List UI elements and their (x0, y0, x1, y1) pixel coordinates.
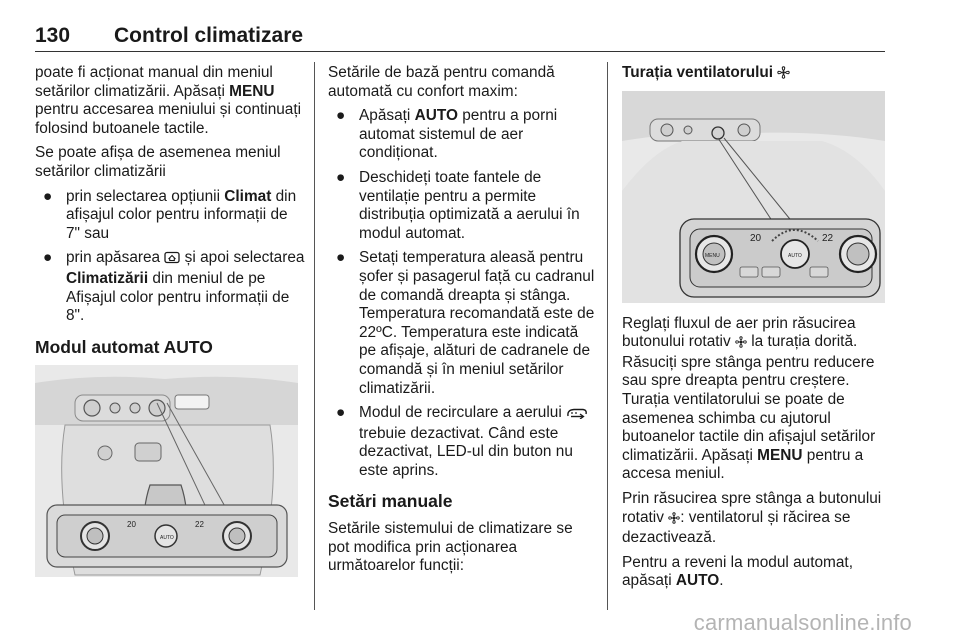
display-temperature-right: 22 (195, 520, 204, 530)
list-item: ● Deschideți toate fantele de ventilație pentru a permite distribuția optimizată a aerului în modul automat. (336, 168, 580, 242)
column-divider (607, 62, 608, 610)
section-heading: Modul automat AUTO (35, 336, 213, 357)
paragraph: Reglați fluxul de aer prin răsucirea butonului rotativ la turația dorită. Răsuciți spre stânga pentru reducere sau spre dreapta pentru creștere. Turația ventilatorului se poate de asemenea schimba cu ajutorul butoanelor tactile din afișajul setărilor climatizării. Apăsați MENU pentru a accesa meniul. (622, 314, 876, 483)
list-item: ● Apăsați AUTO pentru a porni automat sistemul de aer condiționat. (336, 107, 558, 162)
auto-button-label: AUTO (788, 252, 802, 259)
menu-button-label: MENU (705, 252, 720, 259)
column-3 (622, 64, 890, 597)
page-header (35, 22, 885, 52)
paragraph: Se poate afișa de asemenea meniul setărilor climatizării (35, 144, 281, 180)
recirculation-icon (566, 406, 588, 425)
list-item: ● prin apăsarea și apoi selectarea Climatizării din meniul de pe Afișajul color pentru informații de 8". (43, 249, 305, 325)
figure-dashboard-console (35, 365, 298, 577)
display-temperature-left: 20 (750, 232, 762, 244)
display-temperature-right: 22 (822, 232, 834, 244)
paragraph: poate fi acționat manual din meniul setărilor climatizării. Apăsați MENU pentru accesarea meniului și continuați folosind butoanele tactile. (35, 64, 302, 137)
display-temperature-left: 20 (127, 520, 136, 530)
bullet: ● (336, 249, 346, 267)
fan-icon (777, 66, 790, 85)
fan-icon (668, 511, 680, 530)
paragraph: Setările sistemului de climatizare se pot modifica prin acționarea următoarelor funcții: (328, 520, 573, 575)
column-2 (328, 64, 596, 582)
paragraph: Pentru a reveni la modul automat, apăsați AUTO. (622, 553, 853, 590)
list-item: ● prin selectarea opțiunii Climat din afișajul color pentru informații de 7" sau (43, 187, 297, 242)
paragraph: Prin răsucirea spre stânga a butonului rotativ : ventilatorul și răcirea se dezactivează. (622, 489, 882, 547)
auto-button-label: AUTO (160, 535, 174, 542)
page-number: 130 (35, 24, 71, 47)
bullet: ● (43, 187, 53, 205)
figure-climate-panel (622, 91, 885, 303)
watermark: carmanualsonline.info (693, 610, 912, 635)
bullet: ● (336, 107, 346, 125)
subsection-heading: Turația ventilatorului (622, 64, 890, 85)
section-heading: Setări manuale (328, 491, 453, 512)
bullet: ● (336, 168, 346, 186)
column-divider (314, 62, 315, 610)
menu-label: MENU (229, 82, 275, 100)
bullet: ● (336, 404, 346, 422)
column-1 (35, 64, 305, 589)
list-item: ● Modul de recirculare a aerului trebuie dezactivat. Când este dezactivat, LED-ul din buton nu este aprins. (328, 404, 596, 480)
bullet: ● (43, 249, 53, 267)
home-screen-icon (164, 251, 180, 270)
fan-icon (735, 335, 747, 354)
page-title: Control climatizare (114, 24, 304, 47)
list-item: ● Setați temperatura aleasă pentru șofer și pasagerul față cu cadranul de comandă dreapta și stânga. Temperatura recomandată este de 22ºC. Temperatura este indicată pe afișaje, alături de cadranele de comandă și în meniul setărilor climatizării. (336, 249, 595, 397)
paragraph: Setările de bază pentru comandă automată cu confort maxim: (328, 64, 555, 100)
